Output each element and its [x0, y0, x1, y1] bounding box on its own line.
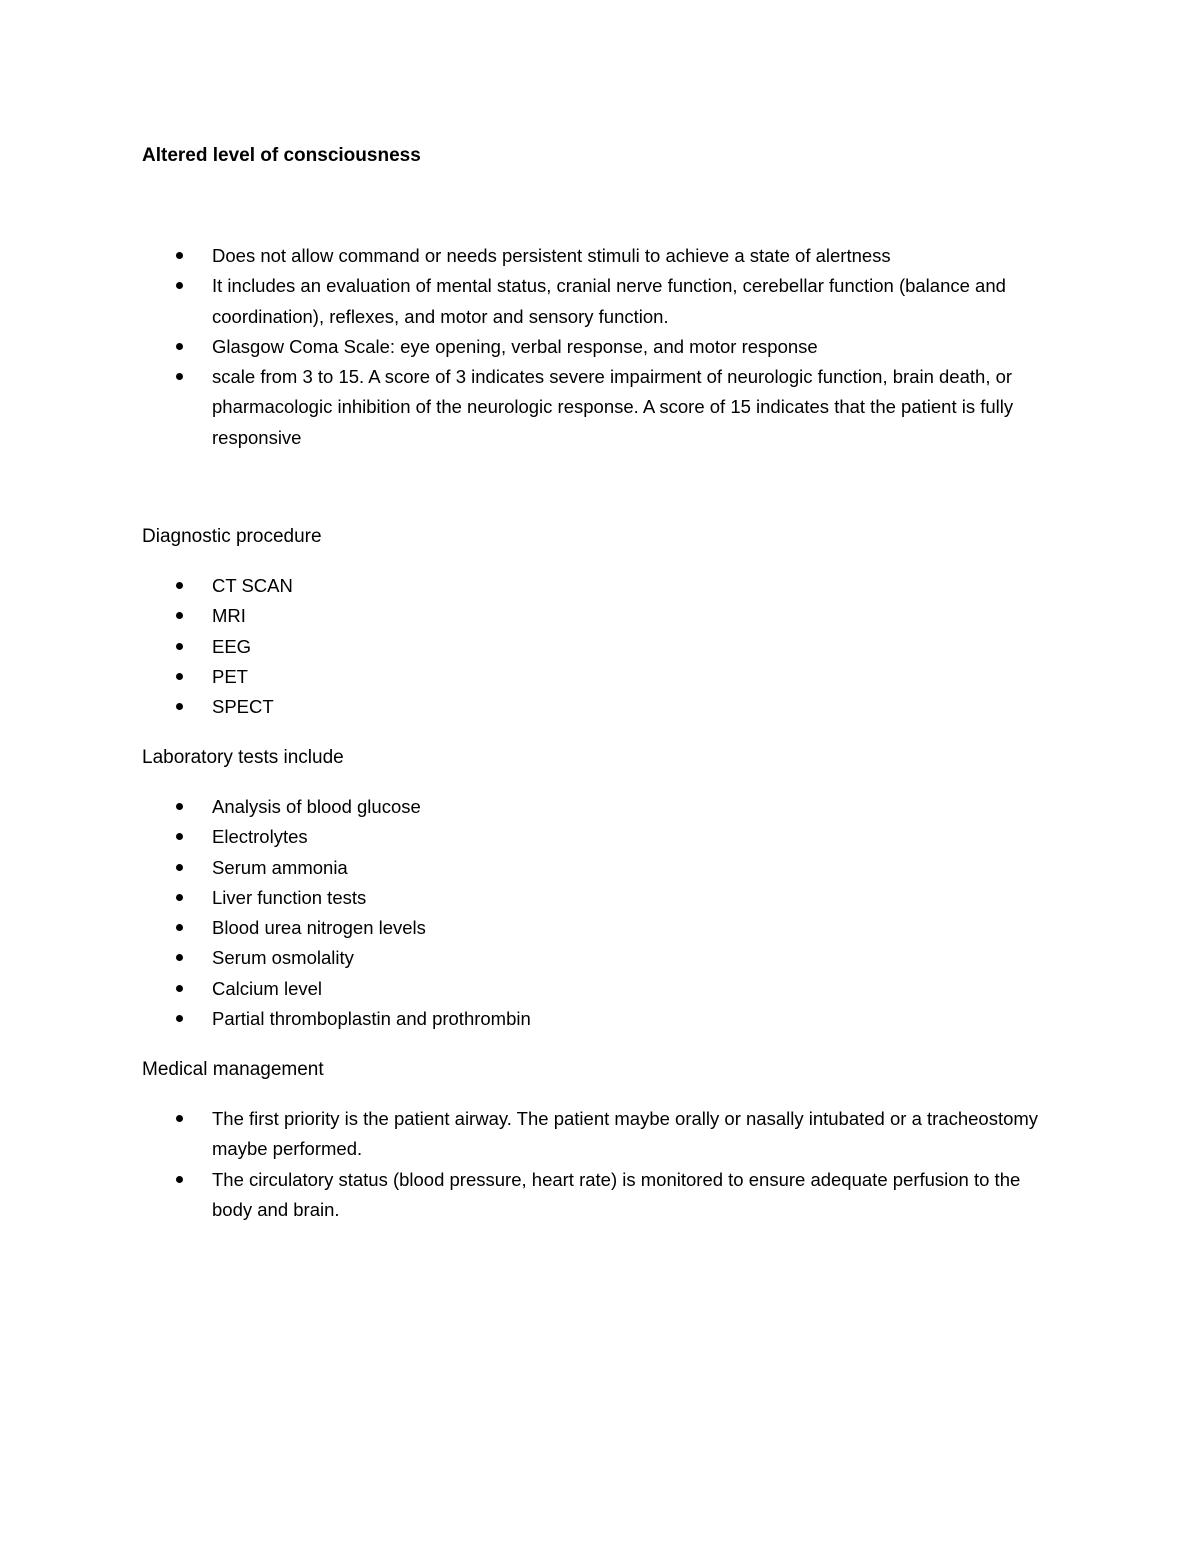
management-heading: Medical management: [142, 1059, 324, 1080]
list-item: [142, 1104, 1062, 1165]
document-title: Altered level of consciousness: [142, 145, 421, 166]
list-item: [142, 571, 1062, 601]
list-item: [142, 241, 1062, 271]
laboratory-bullet-list: [142, 792, 1062, 1034]
bullet-icon: [176, 954, 183, 961]
list-item: [142, 332, 1062, 362]
list-item-text: It includes an evaluation of mental status, cranial nerve function, cerebellar function (balance and coordination), reflexes, and motor and sensory function.: [212, 275, 1006, 327]
list-item-text: Does not allow command or needs persistent stimuli to achieve a state of alertness: [212, 245, 891, 266]
bullet-icon: [176, 373, 183, 380]
list-item: [142, 632, 1062, 662]
list-item-text: SPECT: [212, 696, 274, 718]
bullet-icon: [176, 985, 183, 992]
bullet-icon: [176, 612, 183, 619]
bullet-icon: [176, 833, 183, 840]
bullet-icon: [176, 1015, 183, 1022]
list-item: [142, 1004, 1062, 1034]
list-item-text: CT SCAN: [212, 575, 293, 596]
list-item: [142, 792, 1062, 822]
bullet-icon: [176, 703, 183, 710]
bullet-icon: [176, 894, 183, 901]
bullet-icon: [176, 643, 183, 650]
bullet-icon: [176, 1176, 183, 1183]
list-item: [142, 913, 1062, 943]
list-item: [142, 1165, 1062, 1226]
list-item: [142, 601, 1062, 631]
list-item: [142, 271, 1062, 332]
bullet-icon: [176, 1115, 183, 1122]
list-item-text: Analysis of blood glucose: [212, 796, 421, 817]
list-item-text: Serum osmolality: [212, 947, 354, 969]
list-item-text: Electrolytes: [212, 826, 308, 848]
bullet-icon: [176, 582, 183, 589]
list-item: [142, 822, 1062, 852]
bullet-icon: [176, 924, 183, 931]
list-item-text: EEG: [212, 635, 252, 657]
management-bullet-list: [142, 1104, 1062, 1225]
bullet-icon: [176, 673, 183, 680]
laboratory-heading: Laboratory tests include: [142, 747, 344, 768]
list-item: [142, 362, 1062, 453]
list-item: [142, 662, 1062, 692]
list-item-text: Glasgow Coma Scale: eye opening, verbal response, and motor response: [212, 335, 818, 357]
list-item: [142, 974, 1062, 1004]
list-item-text: Liver function tests: [212, 886, 367, 908]
list-item-text: The circulatory status (blood pressure, heart rate) is monitored to ensure adequate perfusion to the body and brain.: [212, 1168, 1021, 1220]
list-item: [142, 883, 1062, 913]
bullet-icon: [176, 864, 183, 871]
list-item-text: scale from 3 to 15. A score of 3 indicates severe impairment of neurologic function, brain death, or pharmacologic inhibition of the neurologic response. A score of 15 indicates that the patient is fully responsive: [212, 366, 1014, 448]
list-item: [142, 943, 1062, 973]
list-item: [142, 692, 1062, 722]
list-item-text: Partial thromboplastin and prothrombin: [212, 1008, 531, 1030]
list-item-text: MRI: [212, 605, 246, 627]
list-item-text: Serum ammonia: [212, 856, 348, 878]
list-item-text: The first priority is the patient airway. The patient maybe orally or nasally intubated or a tracheostomy maybe performed.: [212, 1108, 1039, 1160]
diagnostic-bullet-list: [142, 571, 1062, 722]
bullet-icon: [176, 252, 183, 259]
bullet-icon: [176, 343, 183, 350]
bullet-icon: [176, 282, 183, 289]
bullet-icon: [176, 803, 183, 810]
list-item-text: Blood urea nitrogen levels: [212, 917, 426, 939]
diagnostic-heading: Diagnostic procedure: [142, 526, 322, 547]
list-item: [142, 853, 1062, 883]
list-item-text: Calcium level: [212, 977, 323, 999]
intro-bullet-list: [142, 241, 1062, 453]
list-item-text: PET: [212, 665, 248, 687]
